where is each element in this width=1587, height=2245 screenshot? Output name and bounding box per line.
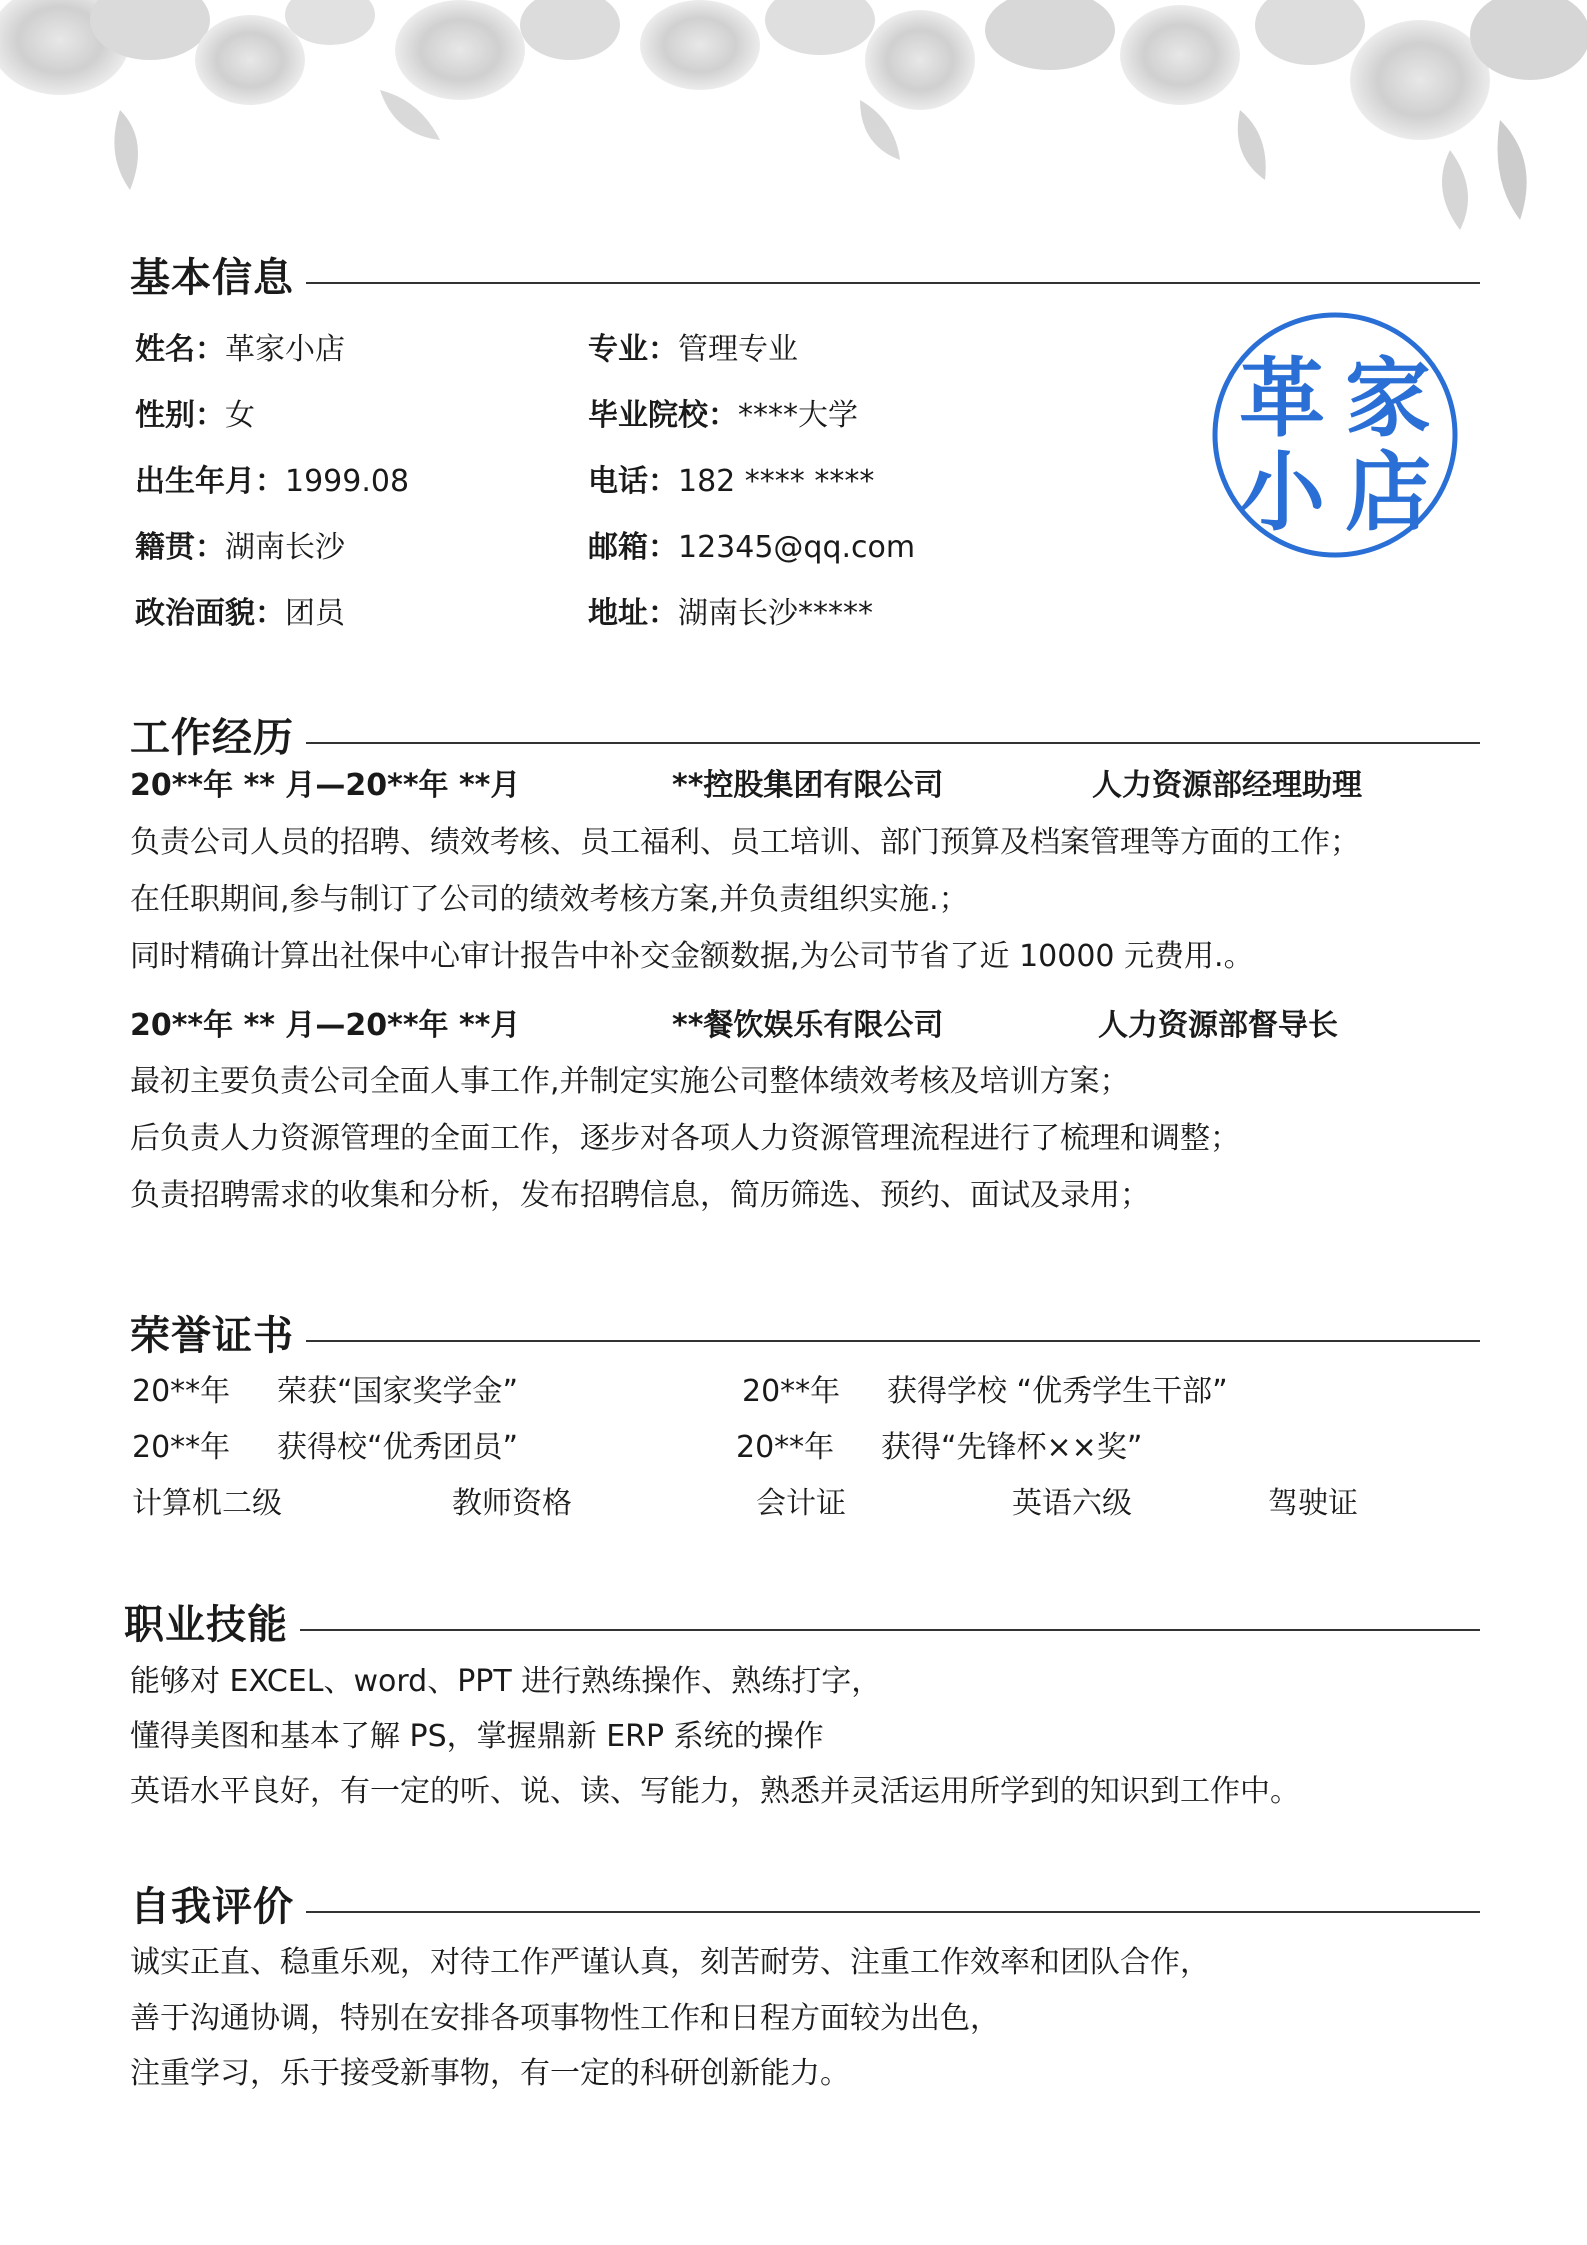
field-birth xyxy=(135,462,409,502)
section-skills xyxy=(124,1597,1480,1653)
floral-header-decoration xyxy=(0,0,1587,240)
honor-year: 20**年 xyxy=(132,1430,231,1465)
job-duty: 在任职期间,参与制订了公司的绩效考核方案,并负责组织实施.； xyxy=(130,882,969,917)
section-divider xyxy=(124,1629,1480,1631)
field-value: 湖南长沙***** xyxy=(678,596,873,631)
job-period: 20**年 ** 月—20**年 **月 xyxy=(130,768,521,803)
field-value: 182 **** **** xyxy=(678,464,875,499)
field-separator: ： xyxy=(648,332,678,367)
section-divider xyxy=(130,282,1480,284)
seal-char: 店 xyxy=(1345,442,1431,543)
section-title: 职业技能 xyxy=(124,1597,300,1653)
section-divider xyxy=(130,1340,1480,1342)
field-label: 出生年月 xyxy=(135,464,255,499)
job-duty: 负责招聘需求的收集和分析，发布招聘信息，简历筛选、预约、面试及录用； xyxy=(130,1178,1150,1213)
field-address xyxy=(588,594,873,634)
honor-text: 荣获“国家奖学金” xyxy=(277,1374,519,1409)
field-gender xyxy=(135,396,255,436)
field-value: 管理专业 xyxy=(678,332,798,367)
section-divider xyxy=(130,742,1480,744)
job-duty: 负责公司人员的招聘、绩效考核、员工福利、员工培训、部门预算及档案管理等方面的工作； xyxy=(130,825,1360,860)
field-label: 性别 xyxy=(135,398,195,433)
field-value: 团员 xyxy=(285,596,345,631)
self-eval-line: 注重学习，乐于接受新事物，有一定的科研创新能力。 xyxy=(130,2056,850,2091)
field-value: 12345@qq.com xyxy=(678,530,916,565)
skill-line: 懂得美图和基本了解 PS，掌握鼎新 ERP 系统的操作 xyxy=(130,1719,824,1754)
certificate: 会计证 xyxy=(756,1486,846,1521)
field-label: 政治面貌 xyxy=(135,596,255,631)
field-label: 毕业院校 xyxy=(588,398,708,433)
section-honors xyxy=(130,1308,1480,1364)
section-title: 工作经历 xyxy=(130,710,306,766)
section-work xyxy=(130,710,1480,766)
field-email xyxy=(588,528,915,568)
field-hometown xyxy=(135,528,345,568)
section-self-eval xyxy=(130,1879,1480,1935)
field-school xyxy=(588,396,858,436)
certificate: 驾驶证 xyxy=(1268,1486,1358,1521)
honor-text: 获得“先锋杯××奖” xyxy=(881,1430,1143,1465)
certificate: 计算机二级 xyxy=(132,1486,282,1521)
field-separator: ： xyxy=(195,530,225,565)
honor-text: 获得学校 “优秀学生干部” xyxy=(887,1374,1228,1409)
field-separator: ： xyxy=(648,464,678,499)
self-eval-line: 诚实正直、稳重乐观，对待工作严谨认真，刻苦耐劳、注重工作效率和团队合作， xyxy=(130,1945,1210,1980)
field-separator: ： xyxy=(195,332,225,367)
certificate: 英语六级 xyxy=(1012,1486,1132,1521)
field-label: 专业 xyxy=(588,332,648,367)
job-company: **控股集团有限公司 xyxy=(672,768,944,803)
field-value: 1999.08 xyxy=(285,464,410,499)
field-separator: ： xyxy=(255,596,285,631)
field-political xyxy=(135,594,345,634)
job-position: 人力资源部督导长 xyxy=(1098,1008,1338,1043)
honor-year: 20**年 xyxy=(742,1374,841,1409)
field-label: 地址 xyxy=(588,596,648,631)
job-company: **餐饮娱乐有限公司 xyxy=(672,1008,944,1043)
field-label: 姓名 xyxy=(135,332,195,367)
field-phone xyxy=(588,462,874,502)
name-seal-stamp xyxy=(1210,310,1460,560)
skill-line: 能够对 EXCEL、word、PPT 进行熟练操作、熟练打字， xyxy=(130,1664,882,1699)
section-title: 荣誉证书 xyxy=(130,1308,306,1364)
skill-line: 英语水平良好，有一定的听、说、读、写能力，熟悉并灵活运用所学到的知识到工作中。 xyxy=(130,1774,1300,1809)
job-duty: 后负责人力资源管理的全面工作，逐步对各项人力资源管理流程进行了梳理和调整； xyxy=(130,1121,1240,1156)
field-separator: ： xyxy=(708,398,738,433)
honor-year: 20**年 xyxy=(736,1430,835,1465)
section-title: 基本信息 xyxy=(130,250,306,306)
job-period: 20**年 ** 月—20**年 **月 xyxy=(130,1008,521,1043)
field-value: 女 xyxy=(225,398,255,433)
field-value: ****大学 xyxy=(738,398,858,433)
field-separator: ： xyxy=(255,464,285,499)
seal-char: 小 xyxy=(1239,442,1325,543)
field-value: 湖南长沙 xyxy=(225,530,345,565)
seal-char: 革 xyxy=(1239,348,1325,449)
section-title: 自我评价 xyxy=(130,1879,306,1935)
certificate: 教师资格 xyxy=(452,1486,572,1521)
field-label: 电话 xyxy=(588,464,648,499)
field-value: 革家小店 xyxy=(225,332,345,367)
self-eval-line: 善于沟通协调，特别在安排各项事物性工作和日程方面较为出色， xyxy=(130,2001,1000,2036)
job-position: 人力资源部经理助理 xyxy=(1092,768,1362,803)
job-duty: 同时精确计算出社保中心审计报告中补交金额数据,为公司节省了近 10000 元费用.。 xyxy=(130,939,1254,974)
honor-text: 获得校“优秀团员” xyxy=(277,1430,519,1465)
section-basic-info xyxy=(130,250,1480,306)
field-label: 籍贯 xyxy=(135,530,195,565)
section-divider xyxy=(130,1911,1480,1913)
field-label: 邮箱 xyxy=(588,530,648,565)
field-separator: ： xyxy=(648,596,678,631)
seal-char: 家 xyxy=(1345,348,1431,449)
field-separator: ： xyxy=(195,398,225,433)
field-name xyxy=(135,330,345,370)
job-duty: 最初主要负责公司全面人事工作,并制定实施公司整体绩效考核及培训方案； xyxy=(130,1064,1130,1099)
field-separator: ： xyxy=(648,530,678,565)
field-major xyxy=(588,330,798,370)
honor-year: 20**年 xyxy=(132,1374,231,1409)
